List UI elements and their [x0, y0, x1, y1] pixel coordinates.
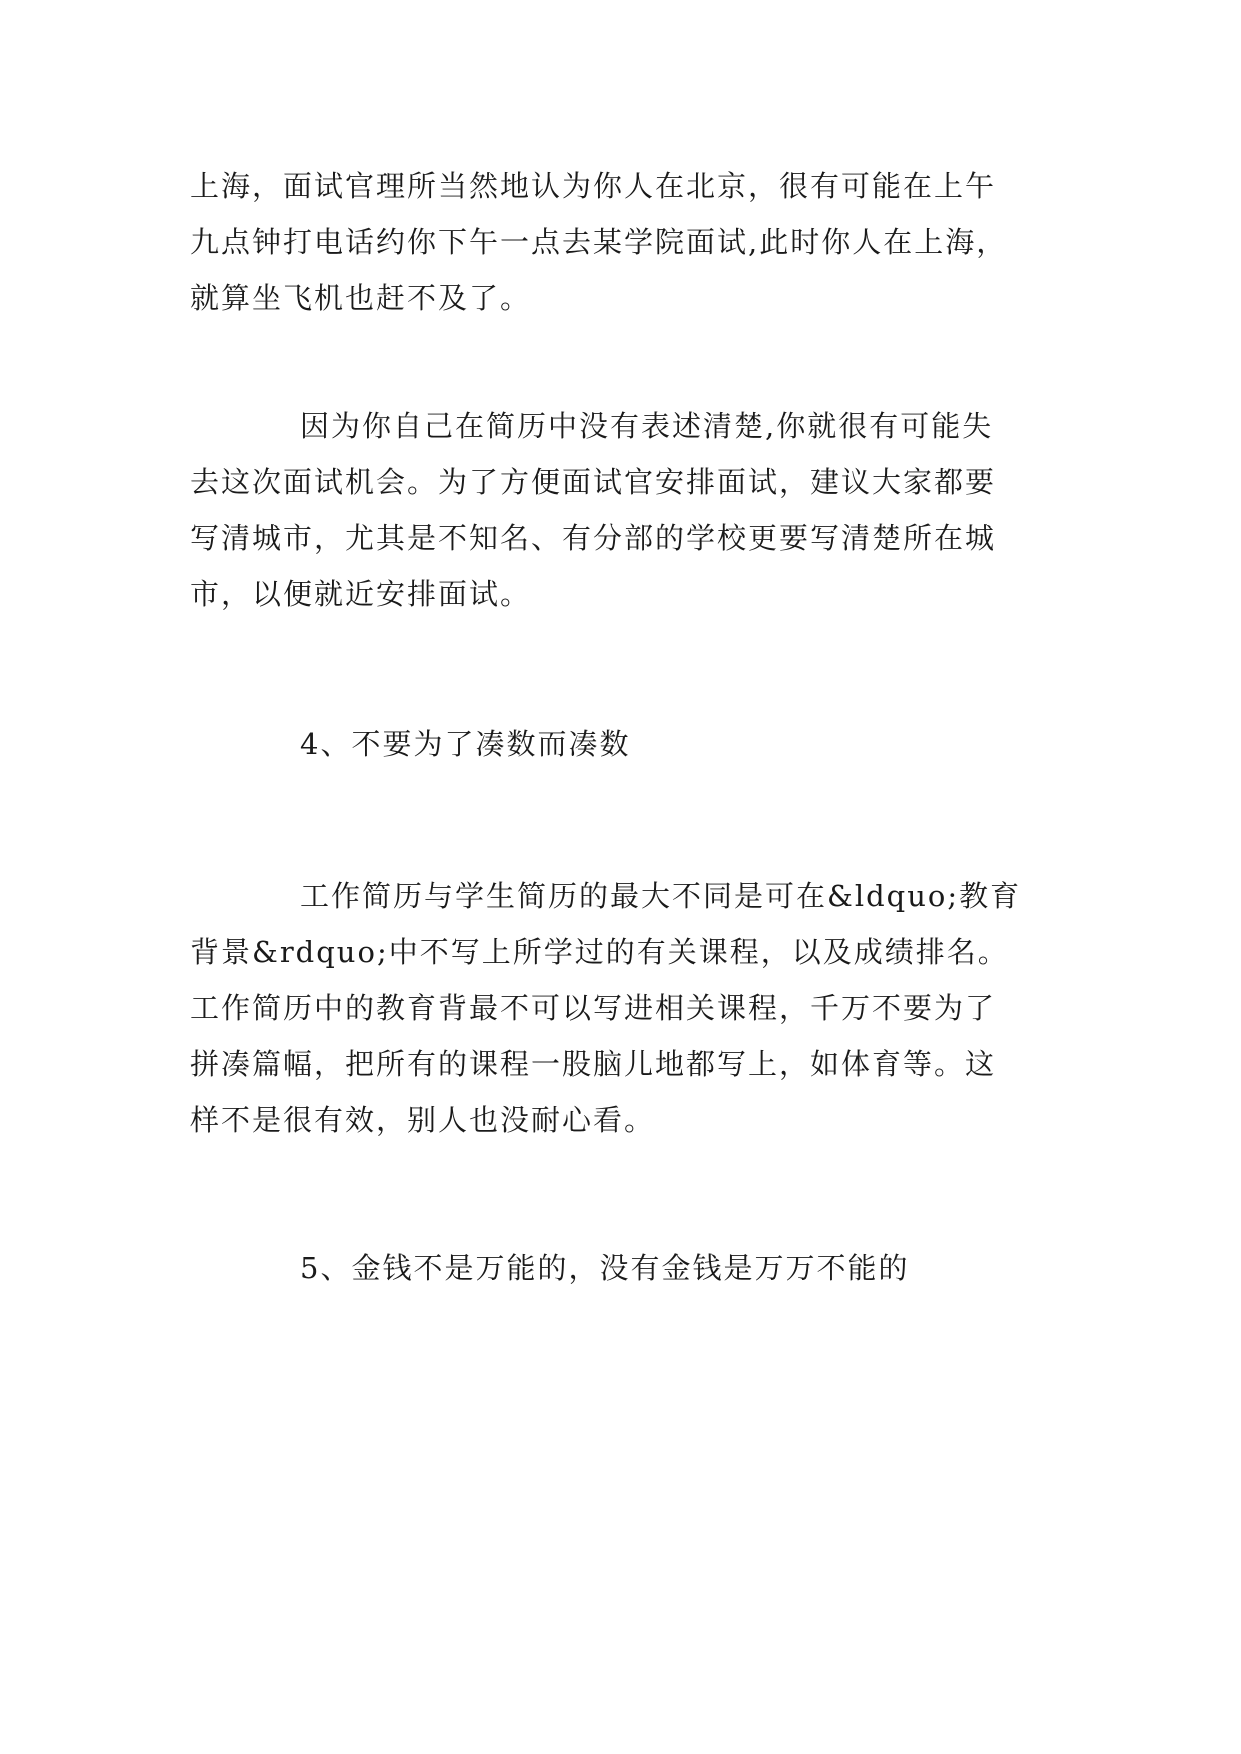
text-line: 工作简历中的教育背最不可以写进相关课程，千万不要为了 [190, 991, 997, 1025]
paragraph-interview-city [190, 158, 1090, 326]
text-line: 背景&rdquo;中不写上所学过的有关课程，以及成绩排名。 [190, 935, 1009, 969]
section-heading-4: 4、不要为了凑数而凑数 [300, 727, 631, 761]
paragraph-write-city [190, 398, 1090, 622]
text-line: 就算坐飞机也赶不及了。 [190, 281, 532, 315]
text-line: 因为你自己在简历中没有表述清楚,你就很有可能失 [300, 409, 994, 443]
text-line: 上海，面试官理所当然地认为你人在北京，很有可能在上午 [190, 169, 997, 203]
text-line: 九点钟打电话约你下午一点去某学院面试,此时你人在上海， [190, 225, 1008, 259]
paragraph-education-background [190, 868, 1090, 1148]
text-line: 工作简历与学生简历的最大不同是可在&ldquo;教育 [300, 879, 1022, 913]
section-heading-5: 5、金钱不是万能的，没有金钱是万万不能的 [300, 1251, 910, 1285]
text-line: 写清城市，尤其是不知名、有分部的学校更要写清楚所在城 [190, 521, 997, 555]
text-line: 市，以便就近安排面试。 [190, 577, 532, 611]
text-line: 去这次面试机会。为了方便面试官安排面试，建议大家都要 [190, 465, 997, 499]
text-line: 拼凑篇幅，把所有的课程一股脑儿地都写上，如体育等。这 [190, 1047, 997, 1081]
text-line: 样不是很有效，别人也没耐心看。 [190, 1103, 656, 1137]
